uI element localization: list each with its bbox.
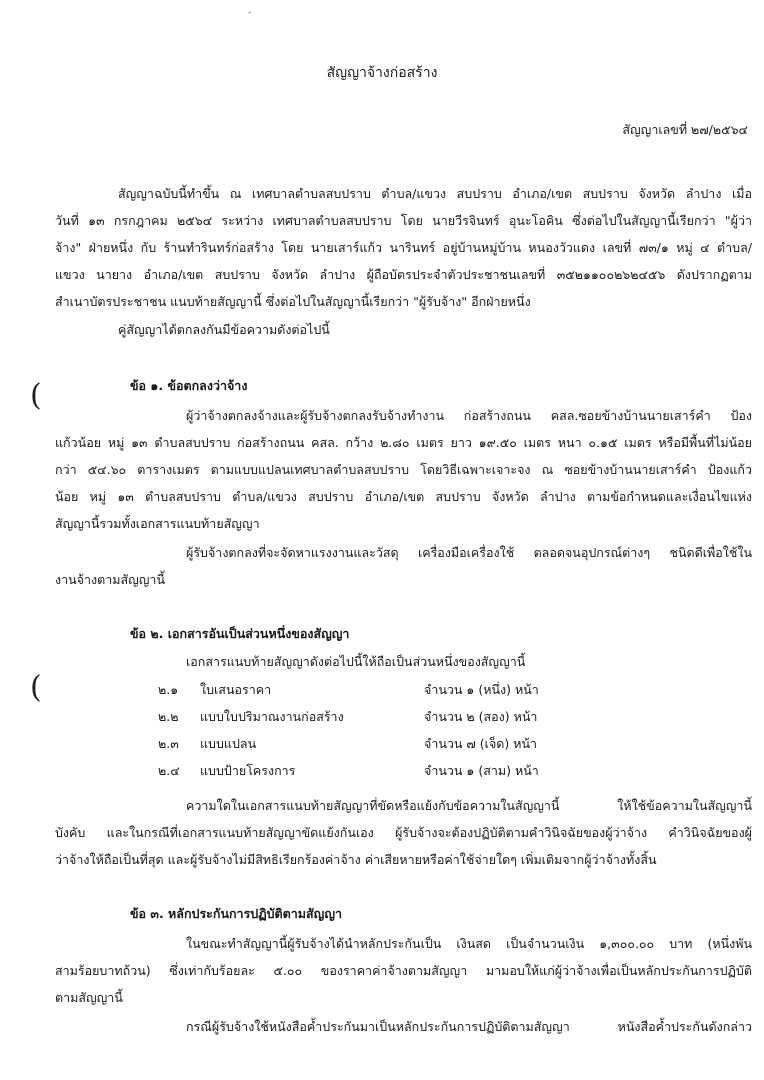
clause-2-intro: เอกสารแนบท้ายสัญญาดังต่อไปนี้ให้ถือเป็นส่วนหนึ่งของสัญญานี้	[186, 654, 526, 669]
attachment-number: ๒.๔	[158, 763, 180, 778]
clause-1-line: แก้วน้อย หมู่ ๑๓ ตำบลสบปราบ ก่อสร้างถนน คสล. กว้าง ๒.๘๐ เมตร ยาว ๑๙.๕๐ เมตร หนา ๐.๑๕ เมตร หรือมีพื้นที่ไม่น้อย	[55, 435, 752, 450]
clause-1-line: งานจ้างตามสัญญานี้	[55, 572, 165, 587]
attachment-quantity: จำนวน ๑ (หนึ่ง) หน้า	[424, 682, 539, 697]
attachment-number: ๒.๑	[158, 682, 179, 697]
intro-line: สำเนาบัตรประชาชน แนบท้ายสัญญานี้ ซึ่งต่อไปในสัญญานี้เรียกว่า "ผู้รับจ้าง" อีกฝ่ายหนึ่ง	[55, 294, 531, 309]
clause-3-heading: ข้อ ๓. หลักประกันการปฏิบัติตามสัญญา	[130, 906, 342, 921]
clause-3-line: กรณีผู้รับจ้างใช้หนังสือค้ำประกันมาเป็นหลักประกันการปฏิบัติตามสัญญา หนังสือค้ำประกันดังกล่าว	[186, 1019, 752, 1034]
intro-line: สัญญาฉบับนี้ทำขึ้น ณ เทศบาลตำบลสบปราบ ตำบล/แขวง สบปราบ อำเภอ/เขต สบปราบ จังหวัด ลำปาง เมื่อ	[118, 186, 752, 201]
clause-2-line: บังคับ และในกรณีที่เอกสารแนบท้ายสัญญาขัดแย้งกันเอง ผู้รับจ้างจะต้องปฏิบัติตามคำวินิจฉัยของผู้ว่าจ้าง คำวินิจฉัยของผู้	[55, 825, 752, 840]
clause-3-line: ในขณะทำสัญญานี้ผู้รับจ้างได้นำหลักประกันเป็น เงินสด เป็นจำนวนเงิน ๑,๓๐๐.๐๐ บาท (หนึ่งพัน	[186, 936, 752, 951]
clause-1-line: กว่า ๕๔.๖๐ ตารางเมตร ตามแบบแปลนเทศบาลตำบลสบปราบ โดยวิธีเฉพาะเจาะจง ณ ซอยข้างบ้านนายเสาร์คำ ป้องแก้ว	[55, 462, 752, 477]
intro-line: วันที่ ๑๓ กรกฎาคม ๒๕๖๔ ระหว่าง เทศบาลตำบลสบปราบ โดย นายวีรจินทร์ อุนะโอคิน ซึ่งต่อไปในสัญญานี้เรียกว่า "ผู้ว่า	[55, 213, 752, 228]
clause-3-line: สามร้อยบาทถ้วน) ซึ่งเท่ากับร้อยละ ๕.๐๐ ของราคาค่าจ้างตามสัญญา มามอบให้แก่ผู้ว่าจ้างเพื่อเป็นหลักประกันการปฏิบัติ	[55, 963, 752, 978]
intro-line: แขวง นายาง อำเภอ/เขต สบปราบ จังหวัด ลำปาง ผู้ถือบัตรประจำตัวประชาชนเลขที่ ๓๕๒๑๑๐๐๒๖๒๔๕๖ ดังปรากฏตาม	[55, 267, 752, 282]
attachment-name: แบบแปลน	[200, 736, 257, 751]
clause-2-heading: ข้อ ๒. เอกสารอันเป็นส่วนหนึ่งของสัญญา	[130, 626, 350, 641]
attachment-name: ใบเสนอราคา	[200, 682, 272, 697]
document-title: สัญญาจ้างก่อสร้าง	[326, 65, 438, 81]
clause-2-line: ความใดในเอกสารแนบท้ายสัญญาที่ขัดหรือแย้งกับข้อความในสัญญานี้ ให้ใช้ข้อความในสัญญานี้	[186, 798, 752, 813]
clause-2-line: ว่าจ้างให้ถือเป็นที่สุด และผู้รับจ้างไม่มีสิทธิเรียกร้องค่าจ้าง ค่าเสียหายหรือค่าใช้จ่ายใดๆ เพิ่มเติมจากผู้ว่าจ้างทั้งสิ้น	[55, 852, 657, 867]
attachment-name: แบบใบปริมาณงานก่อสร้าง	[200, 709, 344, 724]
attachment-quantity: จำนวน ๗ (เจ็ด) หน้า	[424, 736, 538, 751]
clause-1-line: ผู้ว่าจ้างตกลงจ้างและผู้รับจ้างตกลงรับจ้างทำงาน ก่อสร้างถนน คสล.ซอยข้างบ้านนายเสาร์คำ ป้อง	[186, 408, 752, 423]
clause-1-heading: ข้อ ๑. ข้อตกลงว่าจ้าง	[130, 378, 248, 393]
attachment-quantity: จำนวน ๑ (สาม) หน้า	[424, 763, 539, 778]
attachment-number: ๒.๓	[158, 736, 179, 751]
clause-3-line: ตามสัญญานี้	[55, 990, 123, 1005]
clause-1-line: ผู้รับจ้างตกลงที่จะจัดหาแรงงานและวัสดุ เครื่องมือเครื่องใช้ ตลอดจนอุปกรณ์ต่างๆ ชนิดดีเพื่อใช้ใน	[186, 545, 752, 560]
punch-hole-mark: (	[30, 378, 42, 413]
clause-1-line: น้อย หมู่ ๑๓ ตำบลสบปราบ ตำบล/แขวง สบปราบ อำเภอ/เขต สบปราบ จังหวัด ลำปาง ตามข้อกำหนดและเงื่อนไขแห่ง	[55, 489, 752, 504]
top-mark: -	[248, 8, 252, 18]
intro-line: จ้าง" ฝ่ายหนึ่ง กับ ร้านทำรินทร์ก่อสร้าง โดย นายเสาร์แก้ว นารินทร์ อยู่บ้านหมู่บ้าน หนองวัวแดง เลขที่ ๗๓/๑ หมู่ ๔ ตำบล/	[55, 240, 752, 255]
clause-1-line: สัญญานี้รวมทั้งเอกสารแนบท้ายสัญญา	[55, 516, 260, 531]
contract-number: สัญญาเลขที่ ๒๗/๒๕๖๔	[622, 122, 748, 137]
attachment-number: ๒.๒	[158, 709, 179, 724]
attachment-quantity: จำนวน ๒ (สอง) หน้า	[424, 709, 538, 724]
punch-hole-mark: (	[30, 670, 42, 705]
intro-line: คู่สัญญาได้ตกลงกันมีข้อความดังต่อไปนี้	[118, 322, 330, 337]
attachment-name: แบบป้ายโครงการ	[200, 763, 296, 778]
